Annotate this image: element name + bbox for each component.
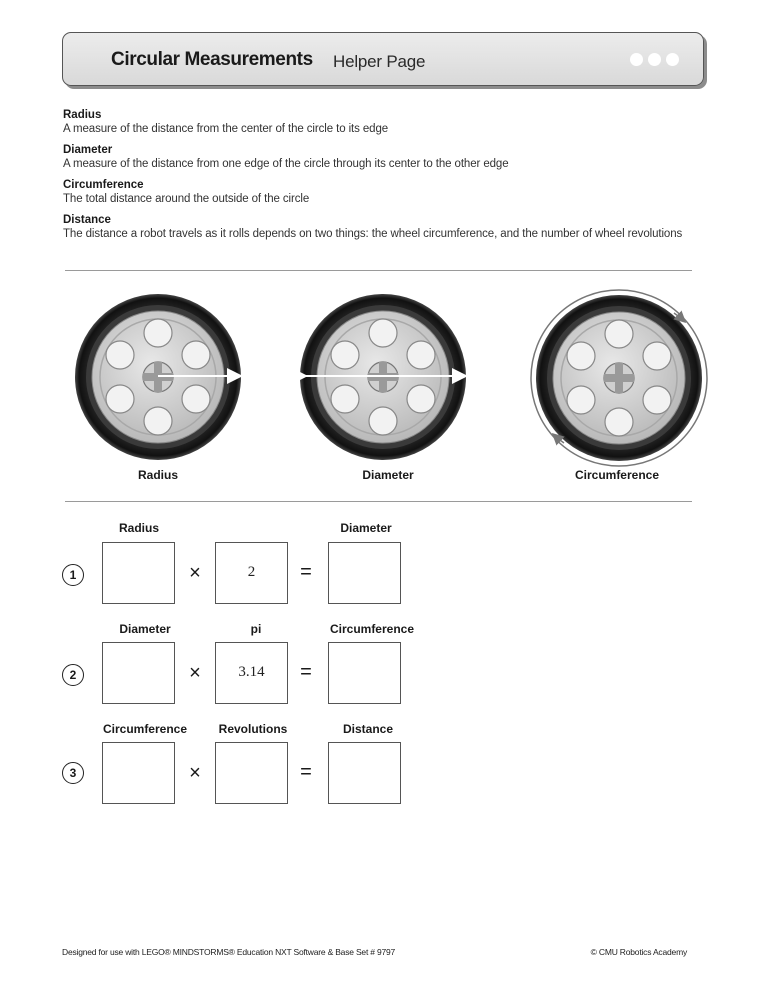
eq1-diameter-box[interactable] bbox=[328, 542, 401, 604]
eq2-label-b: pi bbox=[250, 622, 262, 636]
definition-radius bbox=[63, 108, 723, 136]
definition-term: Circumference bbox=[63, 179, 144, 191]
definition-text: A measure of the distance from the center of the circle to its edge bbox=[63, 123, 389, 135]
multiply-sign: × bbox=[189, 562, 201, 584]
diameter-wheel-illustration bbox=[298, 292, 468, 462]
divider bbox=[65, 501, 692, 502]
multiply-sign: × bbox=[189, 762, 201, 784]
eq2-diameter-box[interactable] bbox=[102, 642, 175, 704]
eq3-circumference-box[interactable] bbox=[102, 742, 175, 804]
page-title: Circular Measurements bbox=[111, 49, 313, 70]
eq1-label-a: Radius bbox=[118, 521, 159, 535]
eq3-revolutions-box[interactable] bbox=[215, 742, 288, 804]
eq2-pi-value: 3.14 bbox=[238, 664, 265, 680]
definition-term: Radius bbox=[63, 109, 102, 121]
eq1-factor-value: 2 bbox=[247, 564, 256, 580]
step-3-badge: 3 bbox=[62, 762, 84, 784]
definition-distance bbox=[63, 213, 723, 241]
page-header bbox=[62, 32, 704, 86]
eq2-pi-box[interactable] bbox=[215, 642, 288, 704]
definition-term: Diameter bbox=[63, 144, 113, 156]
page-subtitle: Helper Page bbox=[333, 52, 426, 71]
eq1-label-c: Diameter bbox=[340, 521, 392, 535]
definition-text: The distance a robot travels as it rolls depends on two things: the wheel circumference, and the number of wheel revolutions bbox=[63, 228, 683, 240]
eq1-radius-box[interactable] bbox=[102, 542, 175, 604]
footer-copyright: © CMU Robotics Academy bbox=[590, 947, 687, 957]
divider bbox=[65, 270, 692, 271]
definitions-section bbox=[63, 108, 723, 248]
equals-sign: = bbox=[300, 661, 312, 683]
radius-caption: Radius bbox=[137, 468, 178, 482]
circumference-wheel-illustration bbox=[529, 288, 709, 468]
eq2-label-a: Diameter bbox=[119, 622, 171, 636]
multiply-sign: × bbox=[189, 662, 201, 684]
definition-text: A measure of the distance from one edge of the circle through its center to the other edge bbox=[63, 158, 509, 170]
eq3-distance-box[interactable] bbox=[328, 742, 401, 804]
dot-icon bbox=[648, 53, 661, 66]
header-dots bbox=[625, 53, 679, 67]
equals-sign: = bbox=[300, 561, 312, 583]
step-1-badge: 1 bbox=[62, 564, 84, 586]
eq3-label-a: Circumference bbox=[102, 722, 188, 736]
dot-icon bbox=[630, 53, 643, 66]
circumference-caption: Circumference bbox=[574, 468, 660, 482]
definition-diameter bbox=[63, 143, 723, 171]
definition-term: Distance bbox=[63, 214, 111, 226]
eq3-label-c: Distance bbox=[342, 722, 394, 736]
radius-wheel-illustration bbox=[73, 292, 243, 462]
eq1-factor-box[interactable] bbox=[215, 542, 288, 604]
equals-sign: = bbox=[300, 761, 312, 783]
diameter-caption: Diameter bbox=[362, 468, 414, 482]
dot-icon bbox=[666, 53, 679, 66]
eq3-label-b: Revolutions bbox=[218, 722, 288, 736]
definition-circumference bbox=[63, 178, 723, 206]
footer-credit: Designed for use with LEGO® MINDSTORMS® Education NXT Software & Base Set # 9797 bbox=[62, 947, 396, 957]
eq2-circumference-box[interactable] bbox=[328, 642, 401, 704]
definition-text: The total distance around the outside of the circle bbox=[63, 193, 310, 205]
step-2-badge: 2 bbox=[62, 664, 84, 686]
eq2-label-c: Circumference bbox=[329, 622, 415, 636]
